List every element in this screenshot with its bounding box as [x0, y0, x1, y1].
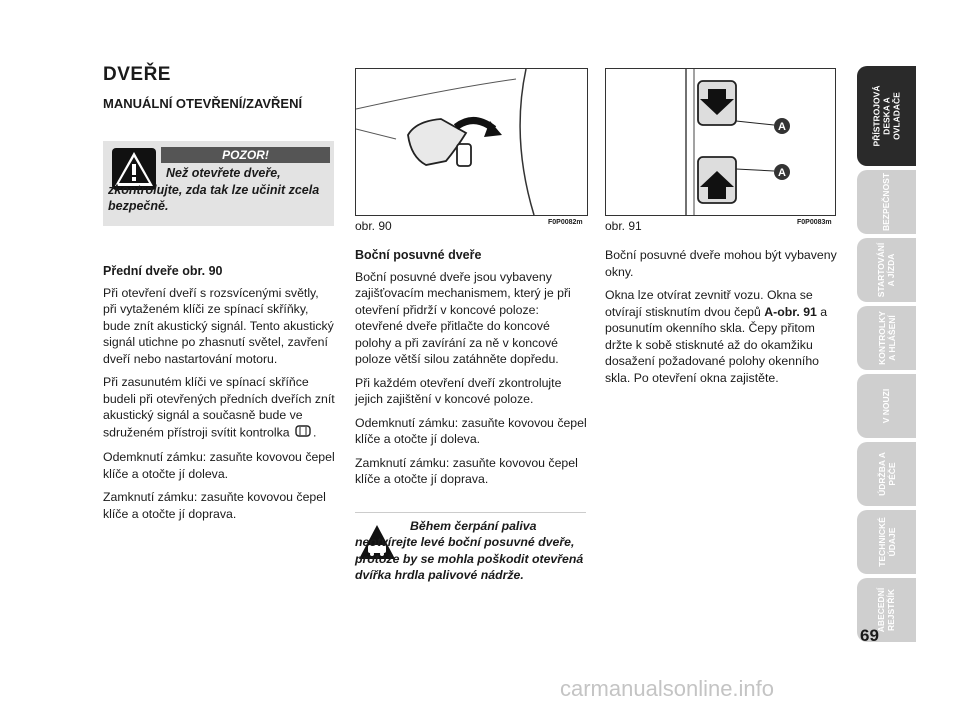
warning-light-icon	[293, 424, 313, 443]
front-doors-p3: Odemknutí zámku: zasuňte kovovou čepel klíče a otočte jí doleva.	[103, 450, 335, 481]
tab-maintenance[interactable]: ÚDRŽBA A PÉČE	[857, 442, 916, 506]
front-doors-p4: Zamknutí zámku: zasuňte kovovou čepel klíče a otočte jí doprava.	[103, 490, 326, 521]
figure-91-caption: obr. 91	[605, 219, 642, 233]
tab-instrument-panel[interactable]: PŘÍSTROJOVÁ DESKA A OVLADAČE	[857, 66, 916, 166]
figure-91-code: F0P0083m	[797, 219, 832, 226]
front-doors-p1: Při otevření dveří s rozsvícenými světly, při vytaženém klíči ze spínací skříňky, bude znít akustický signál. Tento akustický signál utichne po zhasnutí světel, zavření dveří nebo nastartování motoru.	[103, 285, 334, 366]
sliding-doors-title: Boční posuvné dveře	[355, 248, 482, 262]
sliding-doors-section	[355, 247, 587, 495]
sliding-doors-p4: Zamknutí zámku: zasuňte kovovou čepel klíče a otočte jí doprava.	[355, 455, 578, 486]
tab-safety[interactable]: BEZPEČNOST	[857, 170, 916, 234]
fuel-note-text: Během čerpání paliva neotvírejte levé boční posuvné dveře, protože by se mohla poškodit otevřená dvířka hrdla palivové nádrže.	[355, 519, 584, 582]
figure-90	[355, 68, 588, 216]
page-title: DVEŘE	[103, 64, 171, 85]
front-doors-title: Přední dveře obr. 90	[103, 264, 223, 278]
tab-starting-driving[interactable]: STARTOVÁNÍ A JÍZDA	[857, 238, 916, 302]
sliding-doors-p3: Odemknutí zámku: zasuňte kovovou čepel klíče a otočte jí doleva.	[355, 415, 587, 446]
figure-91	[605, 68, 836, 216]
door-handle-illustration	[356, 69, 587, 215]
page-number: 69	[860, 626, 879, 645]
sliding-doors-p2: Při každém otevření dveří zkontrolujte jejich zajištění v koncové poloze.	[355, 375, 562, 406]
fuel-note-box	[355, 512, 586, 597]
caution-text: Než otevřete dveře, zkontrolujte, zda tak lze učinit zcela bezpečně.	[108, 166, 320, 213]
caution-box	[103, 141, 334, 226]
marker-a-lower: A	[778, 167, 786, 179]
front-doors-section	[103, 263, 335, 529]
windows-p2: Okna lze otvírat zevnitř vozu. Okna se otvírají stisknutím dvou čepů A-obr. 91 a posunutím okenního skla. Čepy přitom držte k sobě stisknuté až do okamžiku dosažení požadované polohy okenního skla. Po otevření okna zajistěte.	[605, 288, 828, 385]
tab-warning-lights[interactable]: KONTROLKY A HLÁŠENÍ	[857, 306, 916, 370]
window-latch-illustration	[606, 69, 835, 215]
tab-emergency[interactable]: V NOUZI	[857, 374, 916, 438]
marker-a-upper: A	[778, 121, 786, 133]
figure-90-code: F0P0082m	[548, 219, 583, 226]
windows-section	[605, 247, 837, 393]
section-subtitle: MANUÁLNÍ OTEVŘENÍ/ZAVŘENÍ	[103, 96, 303, 111]
tab-technical-data[interactable]: TECHNICKÉ ÚDAJE	[857, 510, 916, 574]
front-doors-p2: Při zasunutém klíči ve spínací skříňce budeli při otevřených předních dveřích znít akustický signál a současně bude ve sdruženém přístroji svítit kontrolka .	[103, 374, 335, 442]
windows-p1: Boční posuvné dveře mohou být vybaveny okny.	[605, 248, 837, 279]
figure-reference: A-obr. 91	[764, 304, 817, 319]
caution-label: POZOR!	[161, 147, 330, 163]
watermark: carmanualsonline.info	[560, 676, 775, 701]
tab-index[interactable]: ABECEDNÍ REJSTŘÍK	[857, 578, 916, 642]
figure-90-caption: obr. 90	[355, 219, 392, 233]
sliding-doors-p1: Boční posuvné dveře jsou vybaveny zajišťovacím mechanismem, který je při otevření přidrží v koncové poloze: otevřené dveře přitlačte do koncové polohy a při zavírání za ně v koncové poloze větší silou zatáhněte dopředu.	[355, 269, 571, 366]
